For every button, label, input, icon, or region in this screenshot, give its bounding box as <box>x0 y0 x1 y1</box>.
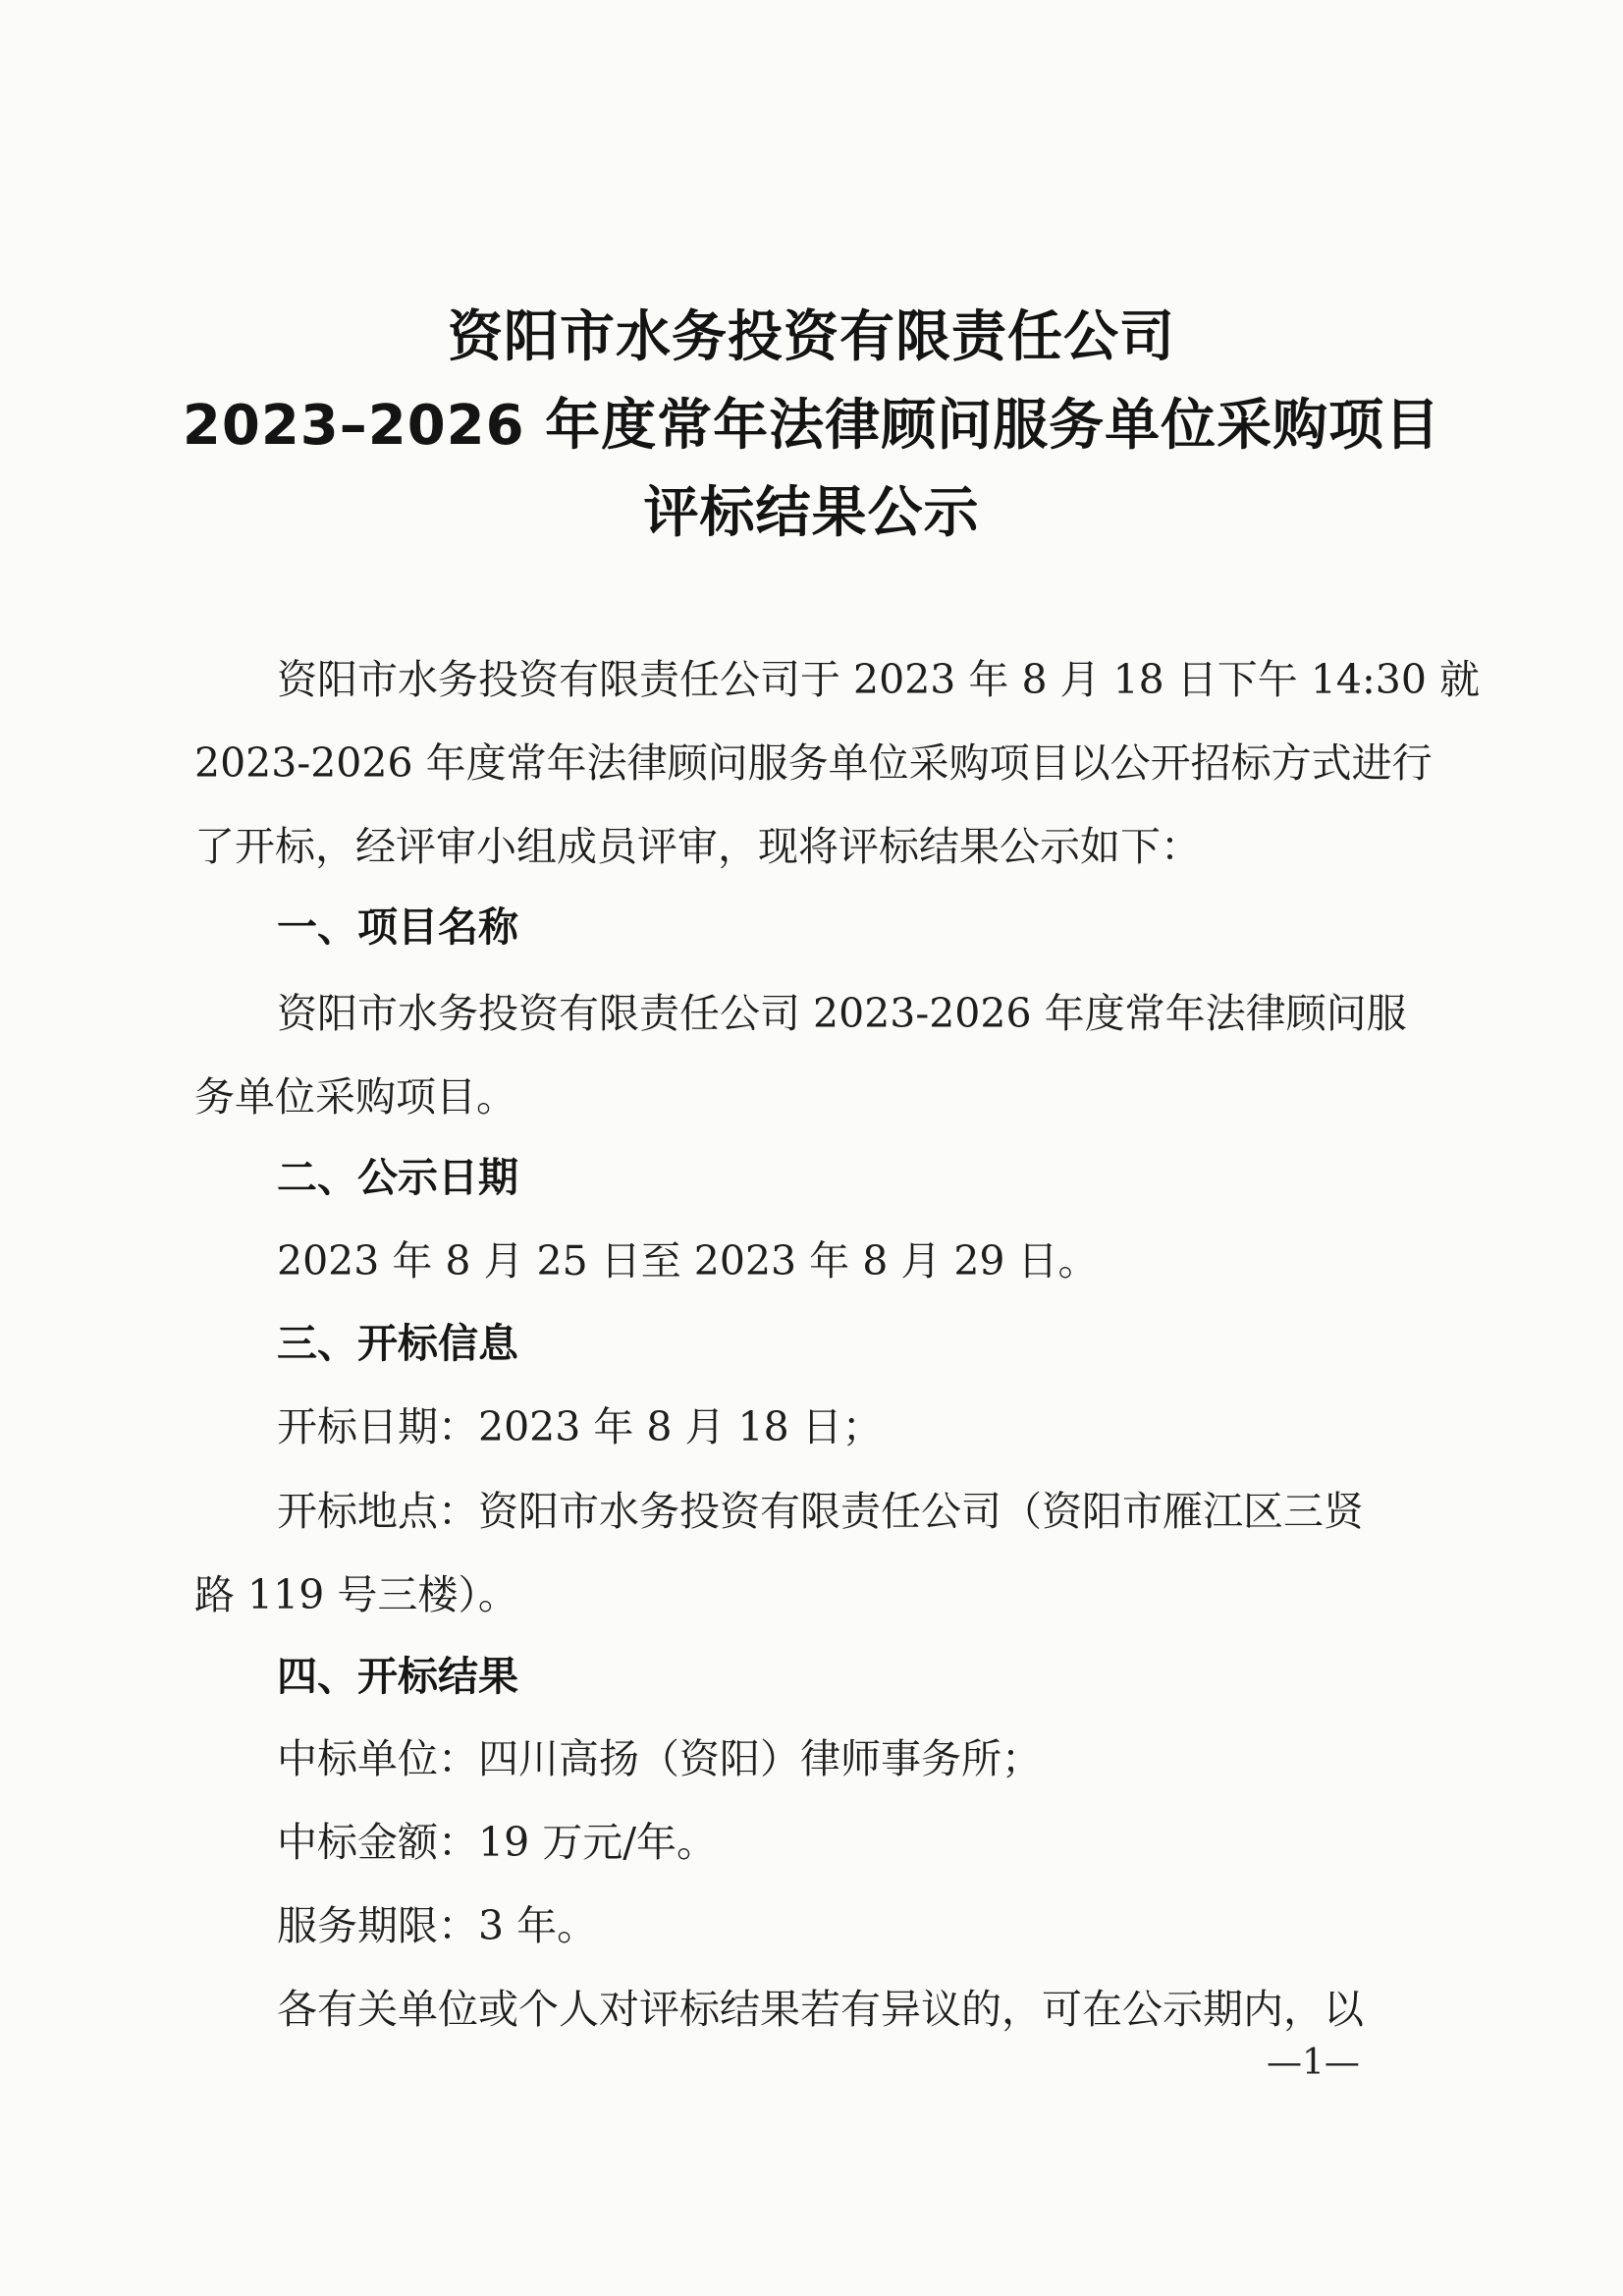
winning-amount: 中标金额：19 万元/年。 <box>277 1819 718 1866</box>
title-line-2: 2023–2026 年度常年法律顾问服务单位采购项目 <box>182 394 1441 458</box>
title-line-3: 评标结果公示 <box>643 481 980 545</box>
winning-bidder: 中标单位：四川高扬（资阳）律师事务所； <box>277 1735 1042 1782</box>
section-1-line-2: 务单位采购项目。 <box>194 1073 516 1121</box>
bid-opening-place-line-2: 路 119 号三楼）。 <box>194 1571 518 1618</box>
intro-line-2: 2023-2026 年度常年法律顾问服务单位采购项目以公开招标方式进行 <box>194 739 1433 787</box>
bid-opening-place-line-1: 开标地点：资阳市水务投资有限责任公司（资阳市雁江区三贤 <box>277 1488 1364 1535</box>
page-number: —1— <box>1267 2043 1360 2083</box>
section-1-line-1: 资阳市水务投资有限责任公司 2023-2026 年度常年法律顾问服 <box>277 990 1407 1037</box>
section-1-heading: 一、项目名称 <box>277 903 518 951</box>
title-line-1: 资阳市水务投资有限责任公司 <box>448 305 1175 369</box>
intro-line-3: 了开标，经评审小组成员评审，现将评标结果公示如下： <box>194 823 1201 870</box>
service-term: 服务期限：3 年。 <box>277 1902 598 1949</box>
section-3-heading: 三、开标信息 <box>277 1320 518 1367</box>
section-2-heading: 二、公示日期 <box>277 1154 518 1201</box>
closing-line-1: 各有关单位或个人对评标结果若有异议的，可在公示期内，以 <box>277 1986 1364 2033</box>
section-4-heading: 四、开标结果 <box>277 1653 518 1700</box>
bid-opening-date: 开标日期：2023 年 8 月 18 日； <box>277 1403 883 1450</box>
section-2-line-1: 2023 年 8 月 25 日至 2023 年 8 月 29 日。 <box>277 1237 1099 1285</box>
intro-line-1: 资阳市水务投资有限责任公司于 2023 年 8 月 18 日下午 14:30 就 <box>277 656 1481 703</box>
